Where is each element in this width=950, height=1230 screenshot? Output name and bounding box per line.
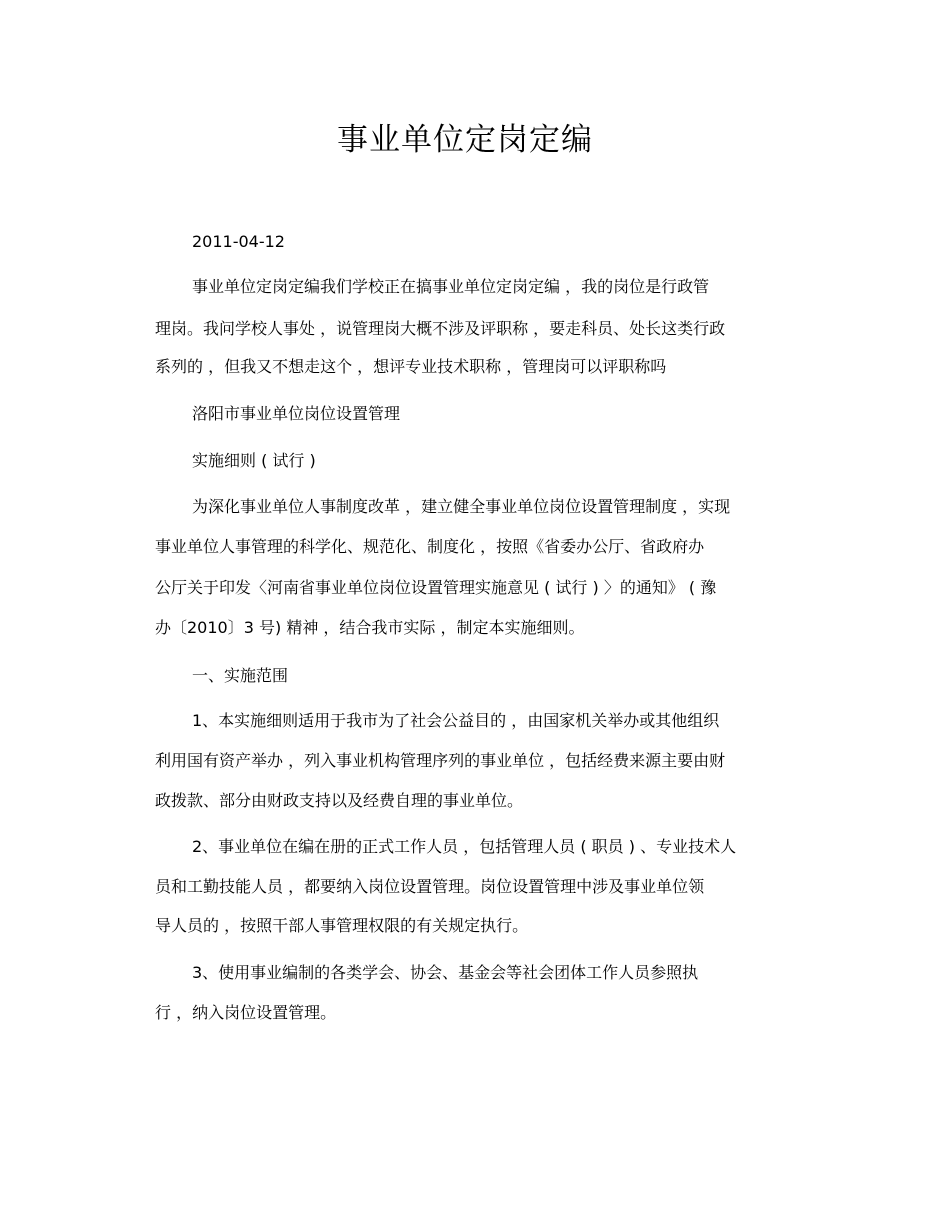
paragraph-line: 员和工勤技能人员 ，都要纳入岗位设置管理。岗位设置管理中涉及事业单位领	[155, 877, 705, 896]
paragraph-line: 3、使用事业编制的各类学会、协会、基金会等社会团体工作人员参照执	[192, 963, 699, 982]
section-heading: 一、实施范围	[192, 666, 289, 685]
paragraph-line: 为深化事业单位人事制度改革 ，建立健全事业单位岗位设置管理制度 ，实现	[192, 497, 731, 516]
paragraph-line: 导人员的 ，按照干部人事管理权限的有关规定执行。	[155, 916, 529, 935]
paragraph-line: 政拨款、部分由财政支持以及经费自理的事业单位。	[155, 791, 524, 810]
document-date: 2011-04-12	[192, 232, 285, 251]
paragraph-line: 行 ，纳入岗位设置管理。	[155, 1003, 337, 1022]
section-heading: 洛阳市事业单位岗位设置管理	[192, 404, 401, 423]
section-heading: 实施细则 ( 试行 )	[192, 451, 316, 470]
paragraph-line: 办〔2010〕3 号) 精神 ，结合我市实际 ，制定本实施细则。	[155, 618, 585, 637]
paragraph-line: 事业单位定岗定编我们学校正在搞事业单位定岗定编 ，我的岗位是行政管	[192, 277, 710, 296]
paragraph-line: 事业单位人事管理的科学化、规范化、制度化 ，按照《省委办公厅、省政府办	[155, 537, 705, 556]
paragraph-line: 2、事业单位在编在册的正式工作人员 ，包括管理人员 ( 职员 ) 、专业技术人	[192, 837, 737, 856]
document-title: 事业单位定岗定编	[337, 122, 593, 158]
paragraph-line: 系列的 ，但我又不想走这个 ，想评专业技术职称 ，管理岗可以评职称吗	[155, 357, 667, 376]
paragraph-line: 1、本实施细则适用于我市为了社会公益目的 ，由国家机关举办或其他组织	[192, 711, 720, 730]
paragraph-line: 公厅关于印发〈河南省事业单位岗位设置管理实施意见 ( 试行 ) 〉的通知》 ( 豫	[155, 578, 717, 597]
paragraph-line: 理岗。我问学校人事处 ，说管理岗大概不涉及评职称 ，要走科员、处长这类行政	[155, 319, 726, 338]
paragraph-line: 利用国有资产举办 ，列入事业机构管理序列的事业单位 ，包括经费来源主要由财	[155, 751, 726, 770]
